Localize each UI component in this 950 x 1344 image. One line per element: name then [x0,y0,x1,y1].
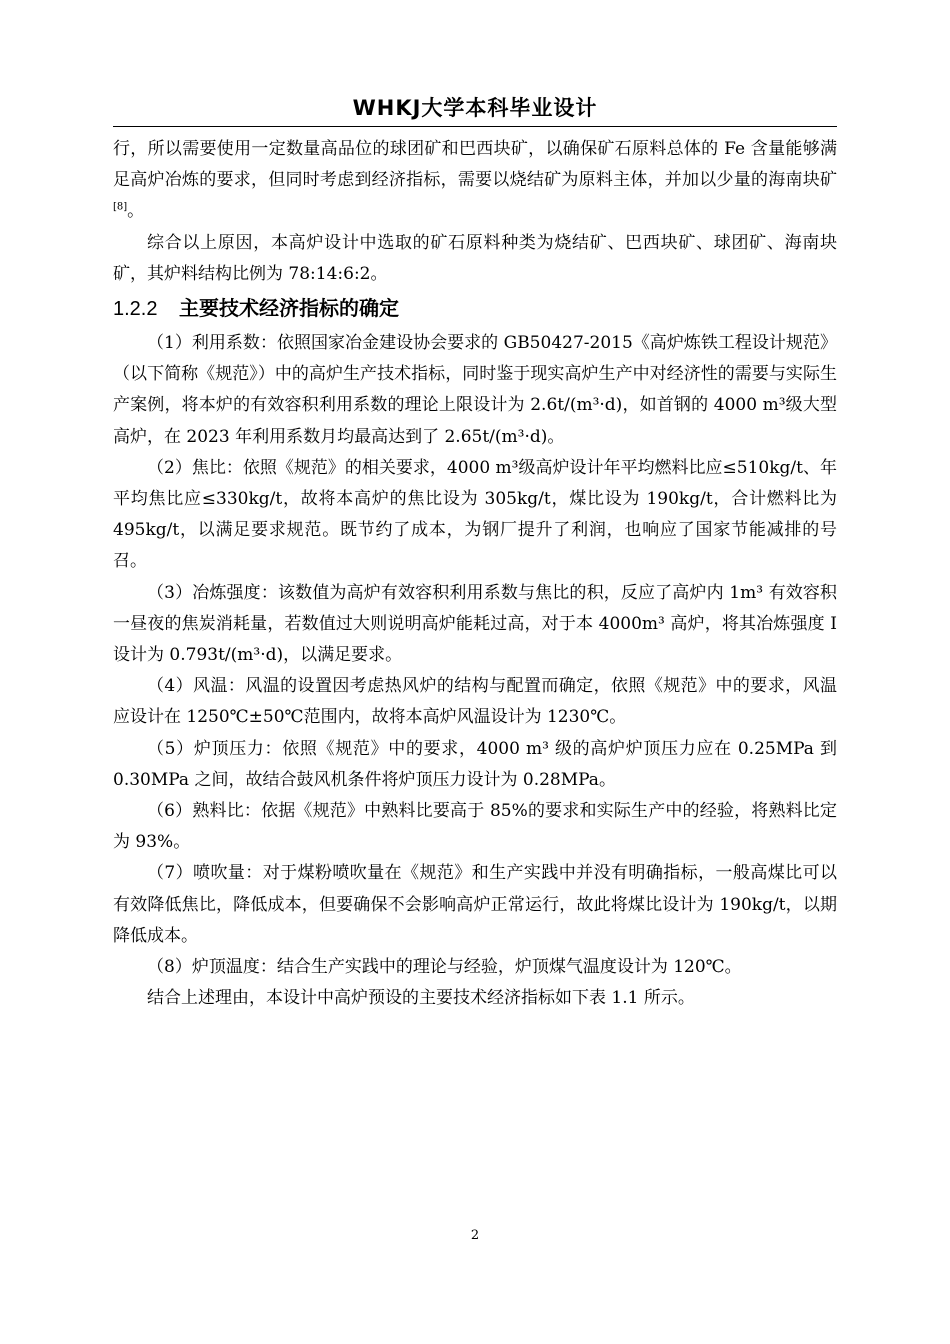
item-injection-rate: （7）喷吹量：对于煤粉喷吹量在《规范》和生产实践中并没有明确指标，一般高煤比可以有效降低焦比，降低成本，但要确保不会影响高炉正常运行，故此将煤比设计为 190kg/t，以期降低成本。 [113,863,837,946]
document-body [113,134,837,1014]
paragraph-closing: 结合上述理由，本设计中高炉预设的主要技术经济指标如下表 1.1 所示。 [147,988,695,1009]
paragraph-end: 。 [127,201,145,222]
citation-reference: [8] [113,201,128,213]
section-title: 主要技术经济指标的确定 [179,296,399,321]
item-coke-ratio: （2）焦比：依照《规范》的相关要求，4000 m³级高炉设计年平均燃料比应≤510kg/t、年平均焦比应≤330kg/t，故将本高炉的焦比设为 305kg/t，煤比设为 190kg/t，合计燃料比为 495kg/t，以满足要求规范。既节约了成本，为钢厂提升了利润，也响应了国家节能减排的号召。 [113,457,837,572]
section-heading [113,291,837,326]
item-top-temperature: （8）炉顶温度：结合生产实践中的理论与经验，炉顶煤气温度设计为 120℃。 [147,957,742,978]
item-smelting-intensity: （3）冶炼强度：该数值为高炉有效容积利用系数与焦比的积，反应了高炉内 1m³ 有效容积一昼夜的焦炭消耗量，若数值过大则说明高炉能耗过高，对于本 4000m³ 高炉，将其冶炼强度 I 设计为 0.793t/(m³·d)，以满足要求。 [113,582,837,666]
paragraph-raw-material-continuation [113,134,837,228]
paragraph-burden-ratio: 综合以上原因，本高炉设计中选取的矿石原料种类为烧结矿、巴西块矿、球团矿、海南块矿，其炉料结构比例为 78:14:6:2。 [113,232,837,284]
item-top-pressure: （5）炉顶压力：依照《规范》中的要求，4000 m³ 级的高炉炉顶压力应在 0.25MPa 到 0.30MPa 之间，故结合鼓风机条件将炉顶压力设计为 0.28MPa。 [113,738,837,790]
header-rule [113,126,837,127]
item-blast-temperature: （4）风温：风温的设置因考虑热风炉的结构与配置而确定，依照《规范》中的要求，风温应设计在 1250℃±50℃范围内，故将本高炉风温设计为 1230℃。 [113,676,837,728]
section-number: 1.2.2 [113,298,158,321]
item-utilization-coefficient: （1）利用系数：依照国家冶金建设协会要求的 GB50427-2015《高炉炼铁工程设计规范》（以下简称《规范》）中的高炉生产技术指标，同时鉴于现实高炉生产中对经济性的需要与实际生产案例，将本炉的有效容积利用系数的理论上限设计为 2.6t/(m³·d)，如首钢的 4000 m³级大型高炉，在 2023 年利用系数月均最高达到了 2.65t/(m³·d)。 [113,333,837,447]
page-header-title: WHKJ大学本科毕业设计 [352,96,598,120]
item-clinker-ratio: （6）熟料比：依据《规范》中熟料比要高于 85%的要求和实际生产中的经验，将熟料比定为 93%。 [113,801,837,853]
paragraph-text: 行，所以需要使用一定数量高品位的球团矿和巴西块矿，以确保矿石原料总体的 Fe 含量能够满足高炉冶炼的要求，但同时考虑到经济指标，需要以烧结矿为原料主体，并加以少量的海南块矿 [113,139,837,191]
page-number: 2 [470,1228,480,1243]
